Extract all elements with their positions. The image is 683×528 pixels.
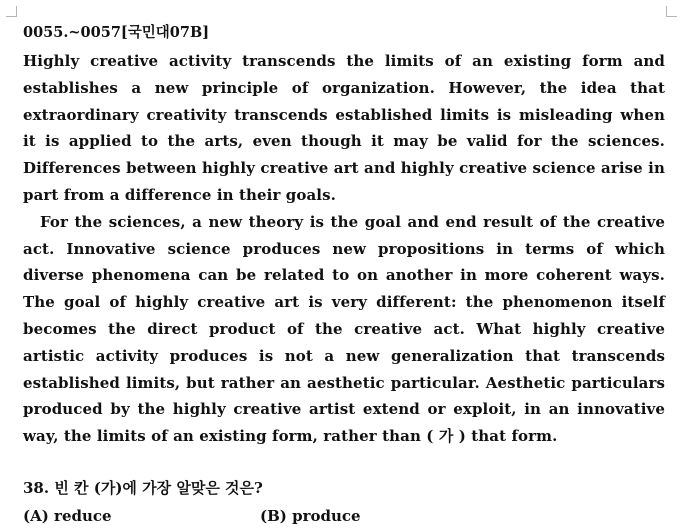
- document-body: [23, 21, 665, 528]
- choice-a: (A) reduce: [23, 506, 112, 525]
- passage-heading: 0055.~0057[국민대07B]: [23, 24, 210, 41]
- question-38: 38. 빈 칸 (가)에 가장 알맞은 것은?: [23, 478, 263, 497]
- choice-b: (B) produce: [260, 506, 361, 525]
- page-corner-mark-left: [6, 6, 17, 17]
- paragraph-1: Highly creative activity transcends the limits of an existing form and establishes a new principle of organization. However, the idea that extraordinary creativity transcends established limits is misleading when it is applied to the arts, even though it may be valid for the sciences. Differences between highly creative art and highly creative science arise in part from a difference in their goals.: [23, 52, 665, 204]
- paragraph-2: For the sciences, a new theory is the goal and end result of the creative act. Innovative science produces new propositions in terms of which diverse phenomena can be related to on another in more coherent ways. The goal of highly creative art is very different: the phenomenon itself becomes the direct product of the creative act. What highly creative artistic activity produces is not a new generalization that transcends established limits, but rather an aesthetic particular. Aesthetic particulars produced by the highly creative artist extend or exploit, in an innovative way, the limits of an existing form, rather than ( 가 ) that form.: [23, 212, 665, 446]
- answer-choices: [23, 504, 665, 528]
- page-corner-mark-right: [666, 6, 677, 17]
